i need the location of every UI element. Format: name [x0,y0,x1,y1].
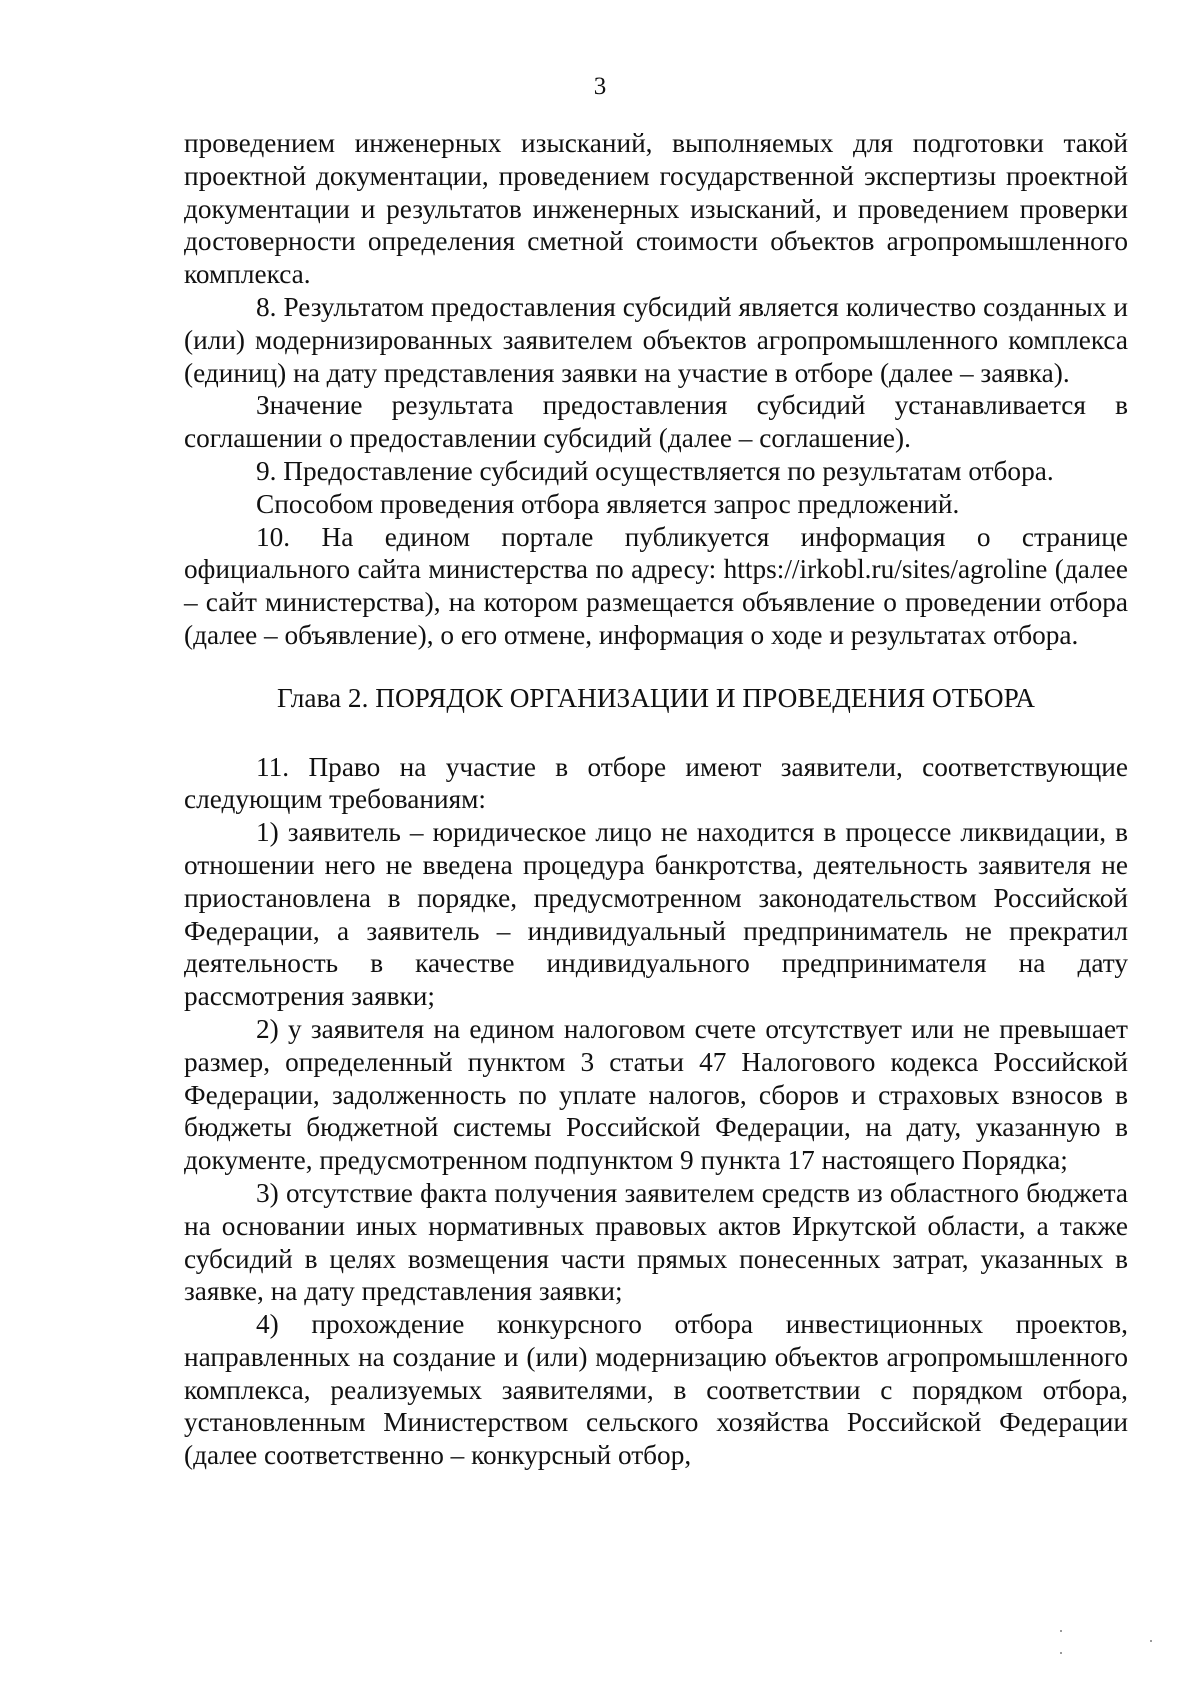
scan-speck [1150,1640,1152,1642]
scan-speck [1060,1652,1062,1654]
document-body [184,127,1128,1472]
requirement-4: 4) прохождение конкурсного отбора инвестиционных проектов, направленных на создание и (или) модернизацию объектов агропромышленного комплекса, реализуемых заявителями, в соответствии с порядком отбора, установленным Министерством сельского хозяйства Российской Федерации (далее соответственно – конкурсный отбор, [184,1309,1128,1471]
paragraph-result-value: Значение результата предоставления субсидий устанавливается в соглашении о предоставлении субсидий (далее – соглашение). [184,390,1128,454]
paragraph-item-11: 11. Право на участие в отборе имеют заявители, соответствующие следующим требованиям: [184,751,1128,815]
paragraph-item-8: 8. Результатом предоставления субсидий является количество созданных и (или) модернизированных заявителем объектов агропромышленного комплекса (единиц) на дату представления заявки на участие в отборе (далее – заявка). [184,291,1128,388]
scan-speck [1060,1630,1062,1632]
requirement-3: 3) отсутствие факта получения заявителем средств из областного бюджета на основании иных нормативных правовых актов Иркутской области, а также субсидий в целях возмещения части прямых понесенных затрат, указанных в заявке, на дату представления заявки; [184,1177,1128,1307]
paragraph-item-9: 9. Предоставление субсидий осуществляется по результатам отбора. [256,455,1054,486]
paragraph-item-10: 10. На едином портале публикуется информация о странице официального сайта министерства по адресу: https://irkobl.ru/sites/agroline (далее – сайт министерства), на котором размещается объявление о проведении отбора (далее – объявление), о его отмене, информация о ходе и результатах отбора. [184,521,1128,650]
heading-spacer [184,715,1128,751]
page-number: 3 [593,73,607,100]
chapter-heading: Глава 2. ПОРЯДОК ОРГАНИЗАЦИИ И ПРОВЕДЕНИЯ ОТБОРА [277,682,1035,713]
paragraph-selection-method: Способом проведения отбора является запрос предложений. [256,488,960,519]
paragraph-continuation: проведением инженерных изысканий, выполняемых для подготовки такой проектной документации, проведением государственной экспертизы проектной документации и результатов инженерных изысканий, и проведением проверки достоверности определения сметной стоимости объектов агропромышленного комплекса. [184,128,1128,290]
requirement-2: 2) у заявителя на едином налоговом счете отсутствует или не превышает размер, определенный пунктом 3 статьи 47 Налогового кодекса Российской Федерации, задолженность по уплате налогов, сборов и страховых взносов в бюджеты бюджетной системы Российской Федерации, на дату, указанную в документе, предусмотренном подпунктом 9 пункта 17 настоящего Порядка; [184,1013,1128,1176]
requirement-1: 1) заявитель – юридическое лицо не находится в процессе ликвидации, в отношении него не введена процедура банкротства, деятельность заявителя не приостановлена в порядке, предусмотренном законодательством Российской Федерации, а заявитель – индивидуальный предприниматель не прекратил деятельность в качестве индивидуального предпринимателя на дату рассмотрения заявки; [184,817,1128,1012]
